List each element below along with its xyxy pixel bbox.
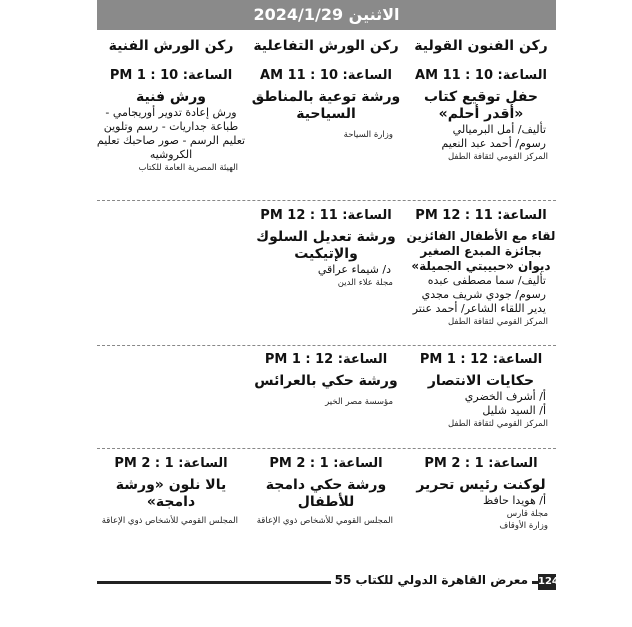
column-header: ركن الورش الفنية [108,38,234,54]
event-cell [406,208,556,328]
event-cell [251,456,401,527]
event-title: لوكنت رئيس تحرير [416,477,546,493]
schedule-grid [97,30,556,558]
event-person: تأليف/ سما مصطفى عبده [427,274,546,287]
event-organizer: المجلس القومي للأشخاص ذوي الإعاقة [101,516,238,526]
event-organizer: وزارة السياحة [343,130,393,140]
event-time: الساعة: 11 : 12 PM [260,208,392,223]
event-person: رسوم/ جودي شريف مجدي [421,288,546,301]
event-title: ورش فنية [135,89,207,105]
row-divider [97,200,556,201]
event-cell [251,352,401,408]
event-organizer: الهيئة المصرية العامة للكتاب [138,163,238,173]
event-organizer: المركز القومي لثقافة الطفل [447,152,548,162]
event-time: الساعة: 10 : 11 AM [415,68,547,83]
event-person: أ/ هويدا حافظ [483,494,546,507]
event-title: حفل توقيع كتاب «أقدر أحلم» [423,89,539,122]
event-time: الساعة: 1 : 2 PM [114,456,228,471]
page-footer [97,571,559,593]
event-person: يدير اللقاء الشاعر/ أحمد عنتر [412,302,546,315]
event-title: ورشة حكي دامجة للأطفال [265,477,387,510]
event-cell [96,68,246,174]
event-organizer: مجلة قارس وزارة الأوقاف [499,509,548,531]
row-divider [97,448,556,449]
event-time: الساعة: 10 : 1 PM [109,68,233,83]
event-cell [251,68,401,141]
event-person: أ/ أشرف الخضري [464,390,546,403]
page-number: 124 [538,574,556,590]
event-organizer: المركز القومي لثقافة الطفل [447,419,548,429]
event-organizer: مؤسسة مصر الخير [325,397,393,407]
event-cell [406,68,556,163]
event-cell [251,208,401,289]
event-subtitle: ورش إعادة تدوير أوريجامي - طباعة جداريات - رسم وتلوين تعليم الرسم - صور صاحبك تعليم الكروشيه [96,106,246,161]
event-title: ورشة تعديل السلوك والإتيكيت [256,229,396,262]
event-person: د/ شيماء عراقي [317,263,391,276]
event-person: أ/ السيد شليل [482,404,546,417]
event-organizer: المجلس القومي للأشخاص ذوي الإعاقة [256,516,393,526]
event-cell [96,456,246,527]
event-person: تأليف/ أمل البرميالي [452,123,546,136]
event-title: ورشة حكي بالعرائس [254,373,398,389]
event-time: الساعة: 12 : 1 PM [419,352,543,367]
event-cell [406,352,556,430]
event-organizer: مجلة علاء الدين [337,278,393,288]
column-header: ركن الورش التفاعلية [253,38,399,54]
event-time: الساعة: 10 : 11 AM [260,68,392,83]
footer-brand: معرض القاهرة الدولي للكتاب 55 [331,573,532,587]
event-title: حكايات الانتصار [427,373,535,389]
row-divider [97,345,556,346]
event-title: يالا نلون «ورشة دامجة» [115,477,227,510]
event-title: ورشة توعية بالمناطق السياحية [251,89,401,122]
date-header: الاثنين 2024/1/29 [97,0,556,30]
event-person: رسوم/ أحمد عبد النعيم [441,137,546,150]
event-time: الساعة: 1 : 2 PM [269,456,383,471]
event-time: الساعة: 12 : 1 PM [264,352,388,367]
event-organizer: المركز القومي لثقافة الطفل [447,317,548,327]
event-title: لقاء مع الأطفال الفائزين بجائزة المبدع الصغير ديوان «حبيبتي الجميلة» [406,229,556,273]
event-time: الساعة: 11 : 12 PM [415,208,547,223]
event-cell [406,456,556,532]
column-header: ركن الفنون القولية [414,38,548,54]
event-time: الساعة: 1 : 2 PM [424,456,538,471]
